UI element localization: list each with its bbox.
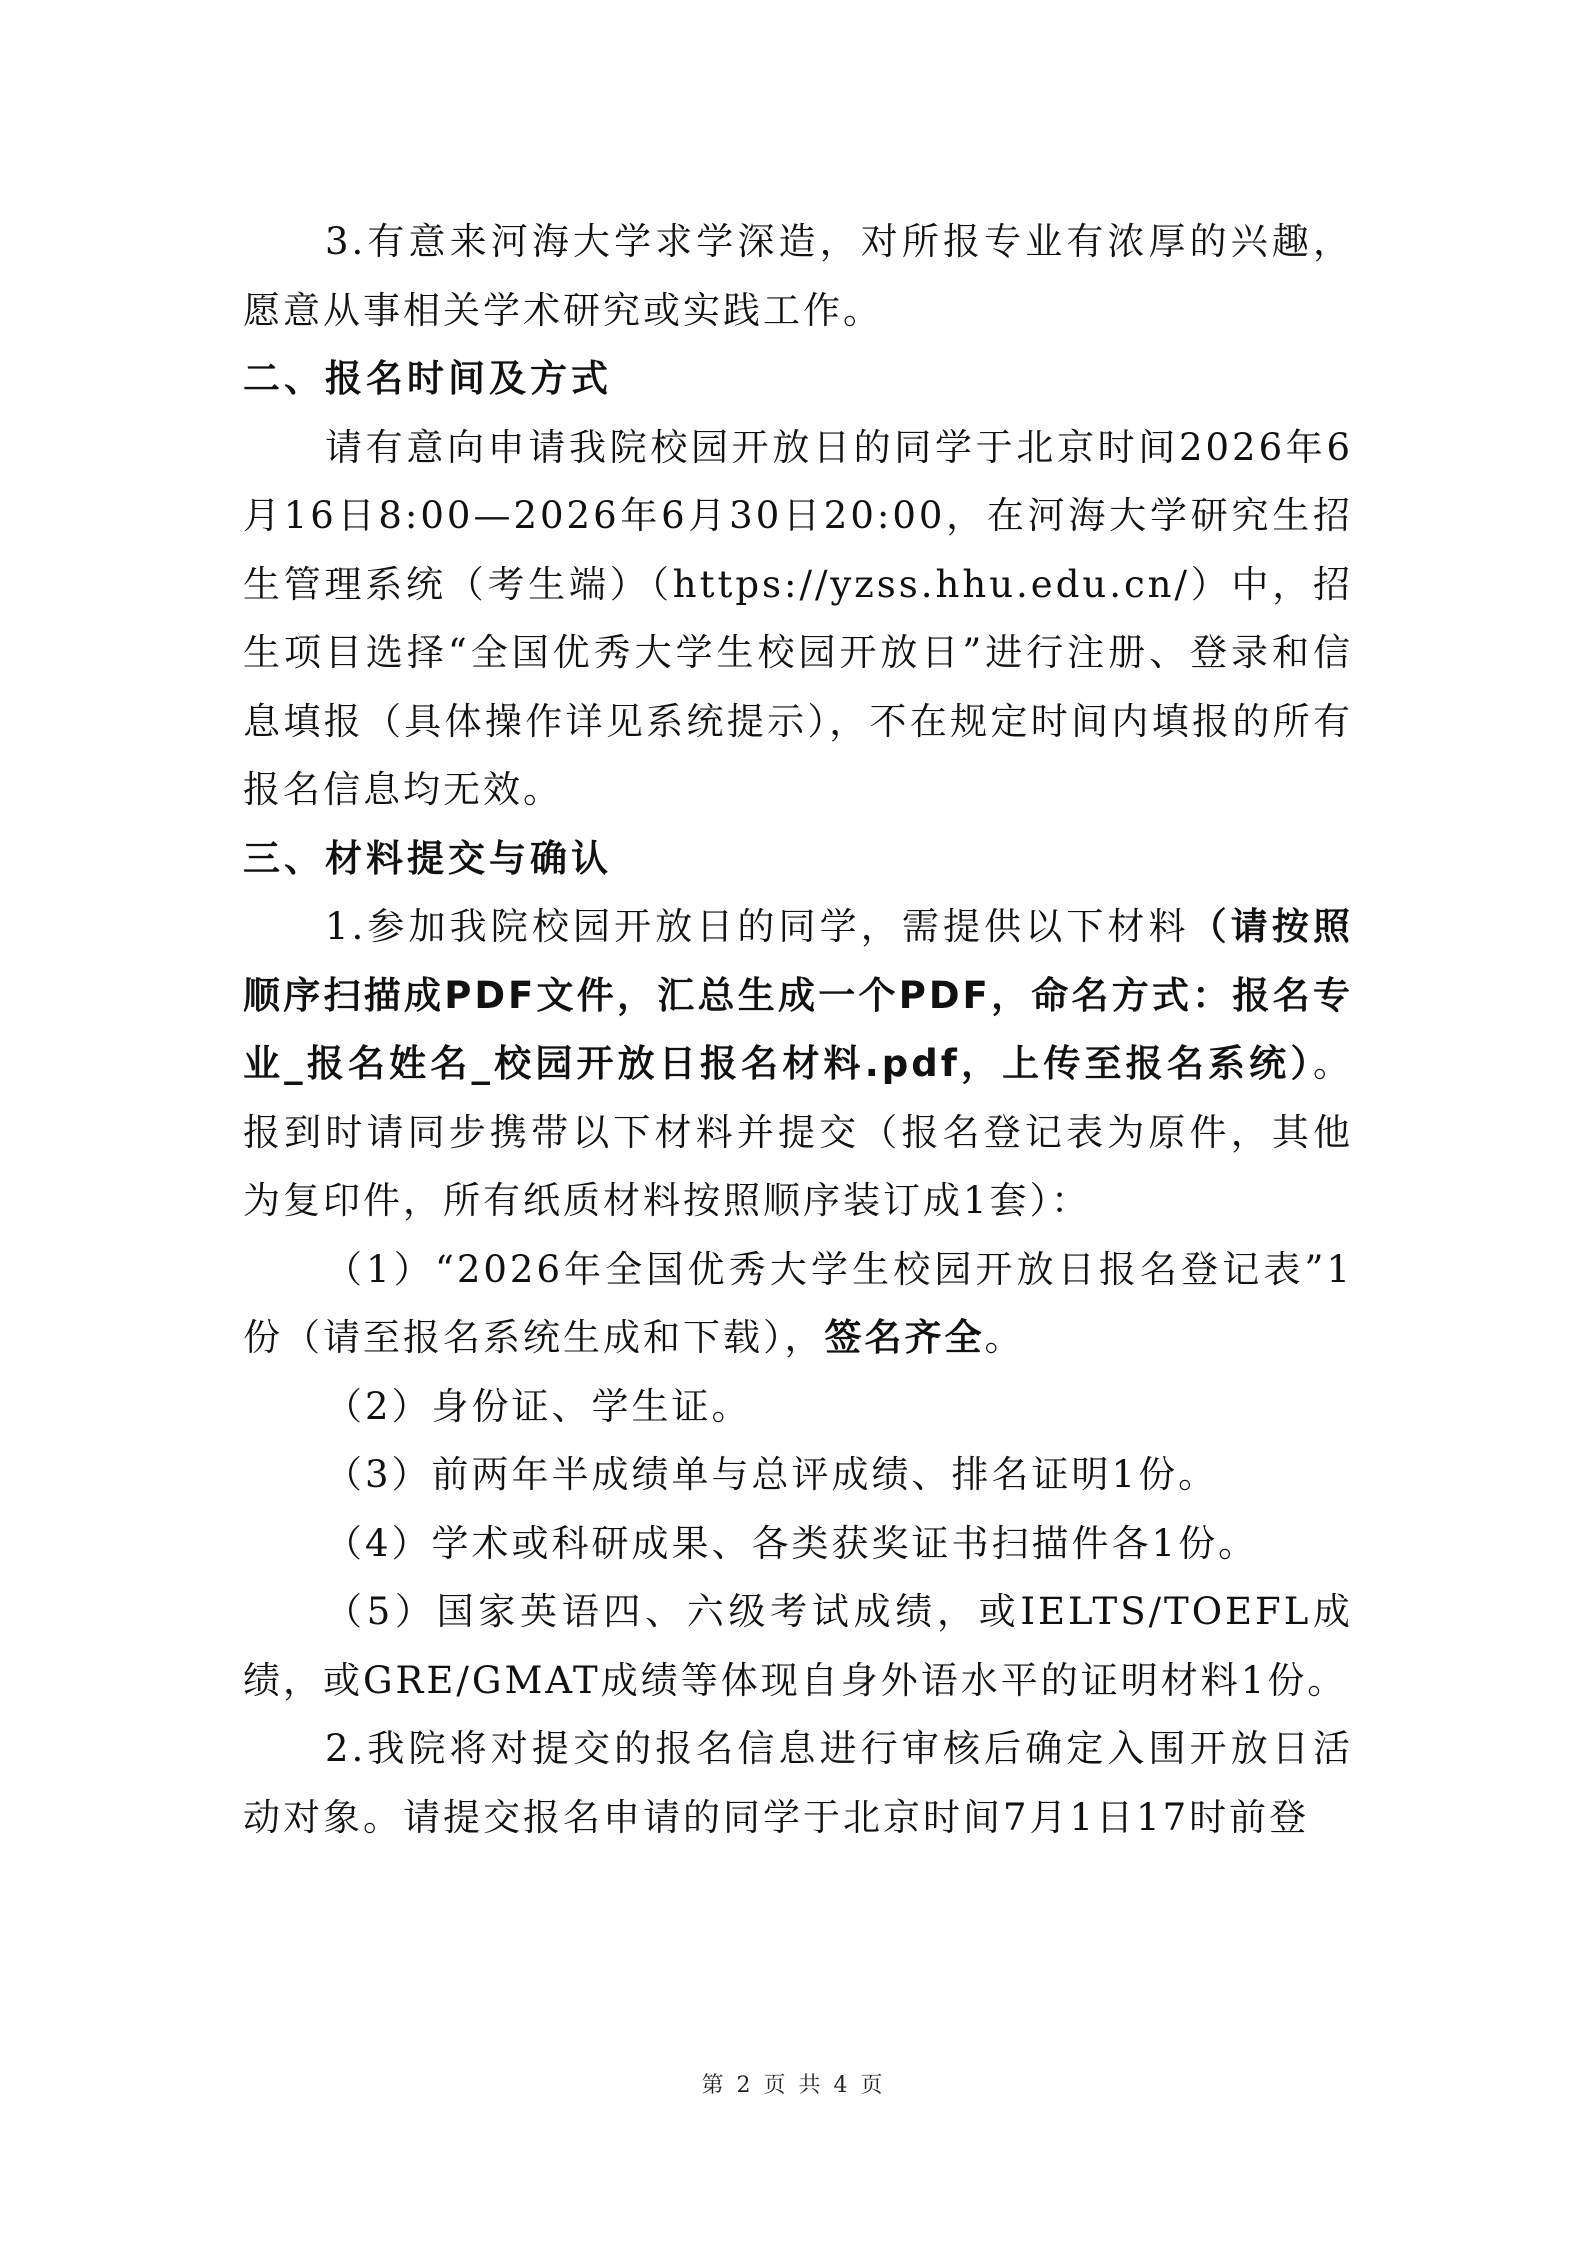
section-heading-materials: 三、材料提交与确认: [243, 836, 612, 880]
materials-instructions: 。报到时请同步携带以下材料并提交（报名登记表为原件，其他为复印件，所有纸质材料按照顺序装订成1套）：: [243, 1042, 1353, 1222]
page-number-footer: 第 2 页 共 4 页: [701, 2073, 886, 2098]
material-item-1-emphasis: 签名齐全: [824, 1316, 985, 1359]
materials-naming-rule: （请按照顺序扫描成PDF文件，汇总生成一个PDF，命名方式：报名专业_报名姓名_校园开放日报名材料.pdf，上传至报名系统）: [243, 905, 1353, 1085]
material-item-1: [243, 1236, 1353, 1373]
document-body: [243, 208, 1353, 1852]
section-heading-registration: 二、报名时间及方式: [243, 357, 612, 400]
review-paragraph: 2.我院将对提交的报名信息进行审核后确定入围开放日活动对象。请提交报名申请的同学于北京时间7月1日17时前登: [243, 1727, 1353, 1839]
materials-intro: 1.参加我院校园开放日的同学，需提供以下材料: [325, 905, 1190, 948]
eligibility-item-3: 3.有意来河海大学求学深造，对所报专业有浓厚的兴趣，愿意从事相关学术研究或实践工作。: [243, 220, 1353, 332]
material-item-1-end: 。: [984, 1316, 1025, 1359]
materials-paragraph: [243, 893, 1353, 1236]
material-item-2: （2）身份证、学生证。: [325, 1384, 752, 1428]
material-item-3: （3）前两年半成绩单与总评成绩、排名证明1份。: [325, 1453, 1219, 1496]
material-item-1-text: （1）“2026年全国优秀大学生校园开放日报名登记表”1份（请至报名系统生成和下载），: [243, 1247, 1353, 1359]
material-item-5: （5）国家英语四、六级考试成绩，或IELTS/TOEFL成绩，或GRE/GMAT成绩等体现自身外语水平的证明材料1份。: [243, 1590, 1353, 1702]
registration-paragraph: 请有意向申请我院校园开放日的同学于北京时间2026年6月16日8:00—2026年6月30日20:00，在河海大学研究生招生管理系统（考生端）（https://yzss.hhu.edu.cn/）中，招生项目选择“全国优秀大学生校园开放日”进行注册、登录和信息填报（具体操作详见系统提示），不在规定时间内填报的所有报名信息均无效。: [243, 425, 1353, 811]
material-item-4: （4）学术或科研成果、各类获奖证书扫描件各1份。: [325, 1521, 1259, 1565]
